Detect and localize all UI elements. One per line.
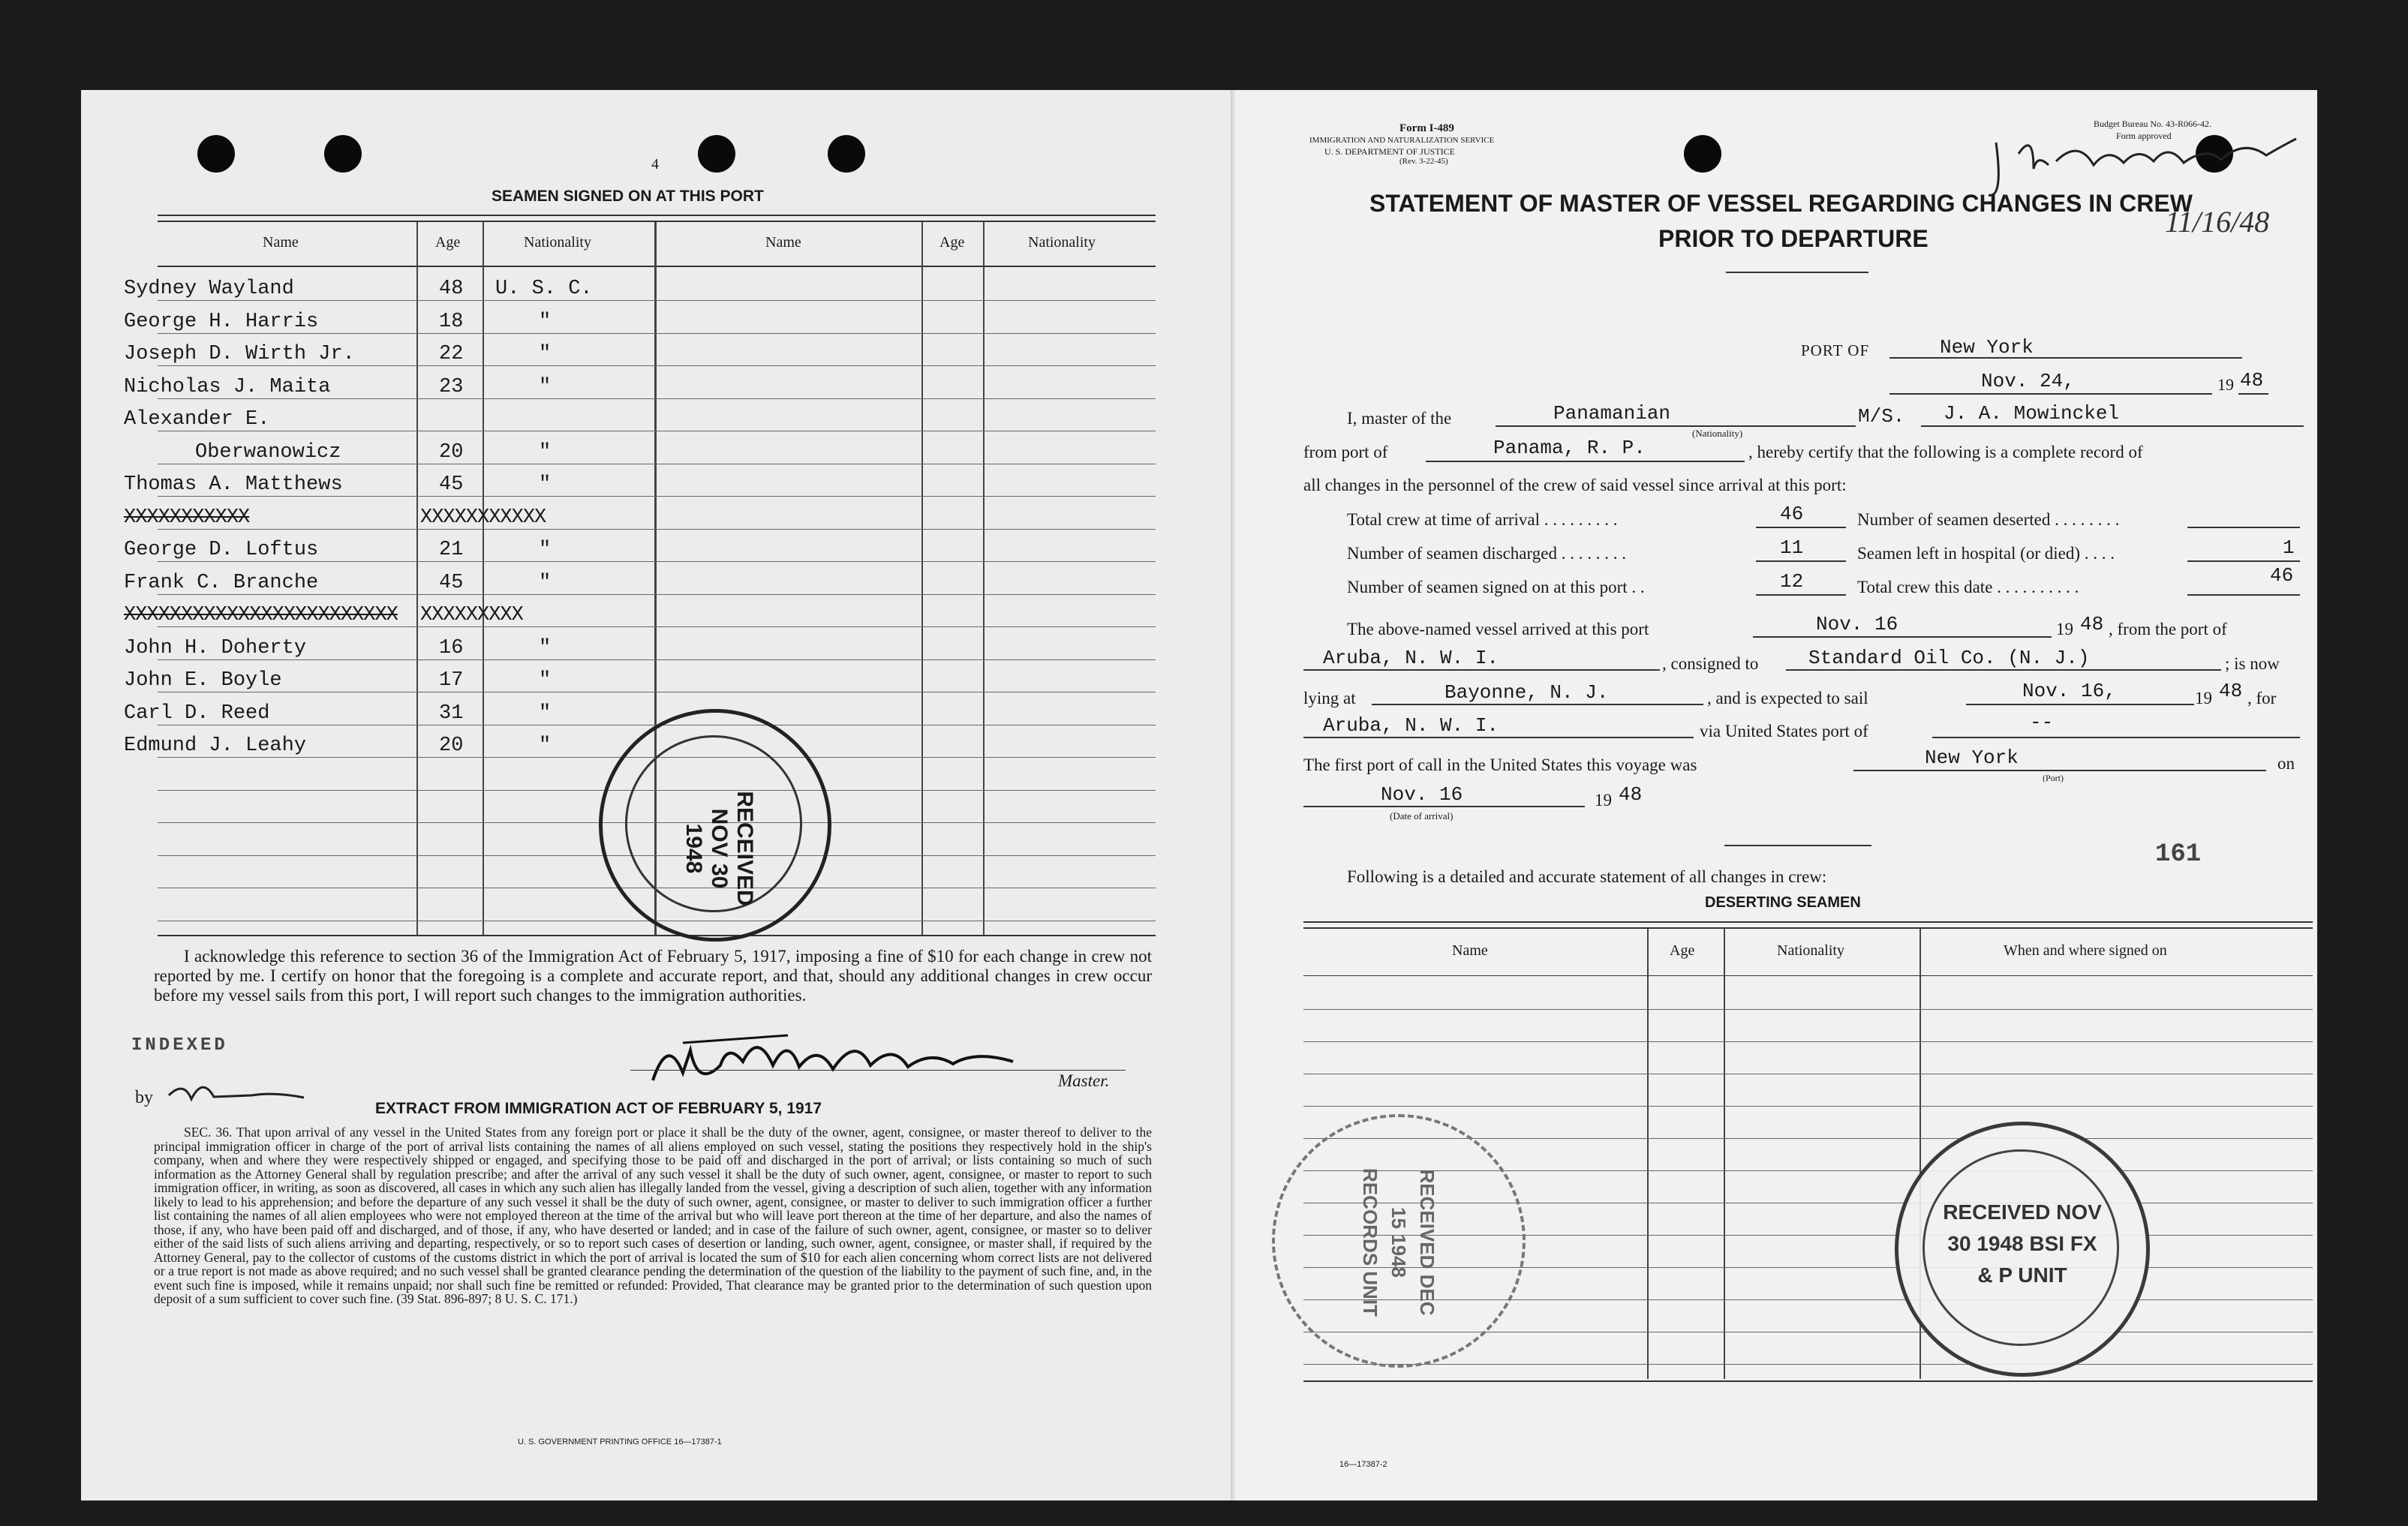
table-row-line: [158, 300, 1156, 301]
seaman-nationality: ": [539, 571, 552, 594]
seaman-age: 31: [439, 701, 464, 725]
form-revision: (Rev. 3-22-45): [1399, 157, 1448, 166]
signed-on-label: Number of seamen signed on at this port . .: [1347, 578, 1645, 596]
hospital-value: 1: [2283, 536, 2295, 559]
reference-number: 161: [2155, 840, 2202, 869]
seaman-name: Nicholas J. Maita: [124, 375, 331, 398]
table-row-line: [158, 333, 1156, 334]
stamp-text: RECEIVED NOV 30 1948: [681, 791, 757, 906]
total-crew-arrival-label: Total crew at time of arrival . . . . . . . . .: [1347, 510, 1618, 529]
rule: [158, 935, 1156, 936]
via-port: --: [2030, 711, 2054, 734]
page-number: 4: [651, 156, 659, 173]
received-stamp-records: [1272, 1114, 1526, 1368]
seaman-age: 23: [439, 375, 464, 398]
received-stamp: [599, 709, 831, 942]
printing-office: U. S. GOVERNMENT PRINTING OFFICE 16—17387-1: [518, 1437, 722, 1446]
agency-line-1: IMMIGRATION AND NATURALIZATION SERVICE: [1309, 136, 1495, 145]
seaman-name: Frank C. Branche: [124, 571, 319, 594]
seaman-name: John E. Boyle: [124, 669, 282, 692]
desert-row-line: [1303, 1364, 2313, 1365]
initials-signature: [161, 1073, 341, 1110]
first-port-date: Nov. 16: [1381, 783, 1463, 806]
rule: [158, 215, 1156, 216]
seaman-name: Edmund J. Leahy: [124, 734, 307, 757]
indexed-by-label: by: [135, 1088, 153, 1107]
desert-col-name: Name: [1452, 942, 1488, 959]
table-row-line: [158, 626, 1156, 627]
date-value: Nov. 24,: [1981, 370, 2075, 392]
table-row-line: [158, 561, 1156, 562]
first-port-year: 48: [1619, 783, 1643, 806]
extract-title: EXTRACT FROM IMMIGRATION ACT OF FEBRUARY 5, 1917: [375, 1100, 822, 1117]
seaman-nationality: ": [539, 636, 552, 659]
master-of-the-label: I, master of the: [1347, 409, 1452, 428]
first-port-line: [1853, 747, 2266, 771]
seaman-name: Oberwanowicz: [195, 440, 341, 464]
seaman-nationality: ": [539, 375, 552, 398]
seaman-nationality: ": [539, 310, 552, 333]
master-label: Master.: [1058, 1071, 1110, 1090]
form-title-line-2: PRIOR TO DEPARTURE: [1658, 225, 1929, 252]
seaman-name: Joseph D. Wirth Jr.: [124, 343, 355, 365]
punch-hole: [698, 135, 735, 173]
table-row-line: [158, 529, 1156, 530]
section-title: SEAMEN SIGNED ON AT THIS PORT: [492, 188, 764, 205]
consignee: Standard Oil Co. (N. J.): [1808, 647, 2090, 669]
handwritten-date: 11/16/48: [2165, 205, 2270, 239]
first-port-value: New York: [1925, 746, 2019, 769]
col-header-name-2: Name: [765, 234, 801, 251]
discharged-value: 11: [1780, 536, 1804, 559]
column-divider: [416, 222, 418, 935]
rule: [1724, 845, 1871, 846]
port-value: New York: [1940, 336, 2034, 359]
rule: [158, 221, 1156, 222]
total-crew-date-label: Total crew this date . . . . . . . . . .: [1857, 578, 2079, 596]
rule: [1303, 1380, 2313, 1382]
first-port-label: The first port of call in the United States this voyage was: [1303, 755, 1697, 774]
origin-port: Aruba, N. W. I.: [1323, 647, 1499, 669]
signature-line: [630, 1070, 1126, 1071]
printing-code: 16—17387-2: [1339, 1460, 1387, 1469]
nationality-line: [1496, 403, 1856, 427]
date-caption: (Date of arrival): [1390, 810, 1454, 822]
desert-col-nationality: Nationality: [1777, 942, 1844, 959]
form-number: Form I-489: [1399, 122, 1454, 134]
seaman-age: 20: [439, 734, 464, 757]
desert-row-line: [1303, 1041, 2313, 1042]
on-label: on: [2277, 754, 2295, 773]
desert-col-when-where: When and where signed on: [2004, 942, 2167, 959]
via-line: [1932, 714, 2300, 738]
table-row-line: [158, 594, 1156, 595]
column-divider: [983, 222, 985, 935]
title-rule: [1726, 272, 1868, 273]
hospital-label: Seamen left in hospital (or died) . . . .: [1857, 544, 2115, 563]
vessel-type: M/S.: [1858, 405, 1905, 428]
total-crew-date-value: 46: [2270, 564, 2294, 587]
rule: [1303, 921, 2313, 923]
lying-at-label: lying at: [1303, 689, 1356, 707]
form-title-line-1: STATEMENT OF MASTER OF VESSEL REGARDING CHANGES IN CREW: [1369, 190, 2193, 217]
nationality-value: Panamanian: [1553, 402, 1671, 425]
deserted-label: Number of seamen deserted . . . . . . . .: [1857, 510, 2120, 529]
column-divider: [1647, 929, 1649, 1379]
arrived-line: [1753, 614, 2052, 638]
punch-hole: [197, 135, 235, 173]
seaman-nationality: ": [539, 701, 552, 725]
via-label: via United States port of: [1700, 722, 1868, 740]
desert-row-line: [1303, 1009, 2313, 1010]
stat-line: [2187, 504, 2300, 528]
rule: [1303, 927, 2313, 929]
consigned-label: , consigned to: [1662, 654, 1759, 673]
desert-row-line: [1303, 1106, 2313, 1107]
indexed-stamp: INDEXED: [131, 1035, 228, 1056]
punch-hole: [1684, 135, 1721, 173]
punch-hole: [324, 135, 362, 173]
expected-label: , and is expected to sail: [1707, 689, 1868, 707]
following-text: Following is a detailed and accurate statement of all changes in crew:: [1347, 867, 1827, 886]
seaman-age: 21: [439, 539, 464, 561]
seaman-age: 16: [439, 636, 464, 659]
year-value: 48: [2240, 369, 2264, 392]
seaman-age: 45: [439, 473, 464, 496]
seaman-age: 20: [439, 440, 464, 464]
col-header-nationality-2: Nationality: [1028, 234, 1096, 251]
seaman-name: Thomas A. Matthews: [124, 473, 343, 496]
sail-date: Nov. 16,: [2022, 680, 2116, 702]
table-row-line: [158, 398, 1156, 399]
seaman-age: 48: [439, 278, 464, 300]
total-crew-arrival-value: 46: [1780, 503, 1804, 525]
acknowledgement-text: I acknowledge this reference to section 36 of the Immigration Act of February 5, 1917, imposing a fine of $10 for each change in crew not reported by me. I certify on honor that the foregoing is a complete and accurate report, and that, should any additional changes in crew occur before my vessel sails from this port, I will report such changes to the immigration authorities.: [154, 947, 1152, 1005]
seaman-age: 45: [439, 571, 464, 594]
year-line: [2238, 371, 2268, 395]
seaman-age: 17: [439, 669, 464, 692]
seaman-nationality: ": [539, 343, 552, 365]
seaman-nationality: ": [539, 539, 552, 561]
seaman-name: George D. Loftus: [124, 539, 319, 561]
seaman-name: Alexander E.: [124, 408, 270, 431]
seaman-name: Carl D. Reed: [124, 701, 270, 725]
desert-col-age: Age: [1670, 942, 1695, 959]
column-divider: [483, 222, 484, 935]
vessel-name: J. A. Mowinckel: [1944, 402, 2120, 425]
seaman-nationality: U. S. C.: [495, 278, 593, 300]
seaman-nationality: ": [539, 440, 552, 464]
arrived-label: The above-named vessel arrived at this port: [1347, 620, 1649, 638]
seaman-name: Sydney Wayland: [124, 278, 294, 300]
from-port-value: Panama, R. P.: [1493, 437, 1646, 459]
is-now-label: ; is now: [2225, 654, 2280, 673]
form-approved: Form approved: [2116, 131, 2172, 141]
rule: [158, 266, 1156, 267]
agency-line-2: U. S. DEPARTMENT OF JUSTICE: [1324, 146, 1455, 157]
deserting-seamen-title: DESERTING SEAMEN: [1705, 894, 1861, 911]
master-signature: [638, 1020, 1058, 1103]
seaman-nationality: ": [539, 669, 552, 692]
lying-at-value: Bayonne, N. J.: [1444, 681, 1609, 704]
sail-year: 48: [2219, 680, 2243, 702]
seaman-name: George H. Harris: [124, 310, 319, 333]
seaman-name: John H. Doherty: [124, 636, 307, 659]
col-header-name: Name: [263, 234, 299, 251]
from-the-port-label: , from the port of: [2109, 620, 2227, 638]
port-caption: (Port): [2043, 773, 2064, 783]
seaman-name: XXXXXXXXXXX: [124, 506, 250, 529]
arrived-year: 48: [2080, 613, 2104, 635]
seaman-age: XXXXXXXXX: [420, 604, 523, 626]
table-row-line: [158, 365, 1156, 366]
budget-bureau: Budget Bureau No. 43-R066-42.: [2094, 119, 2211, 129]
signed-on-value: 12: [1780, 570, 1804, 593]
for-label: , for: [2247, 689, 2277, 707]
nationality-caption: (Nationality): [1692, 428, 1743, 439]
year-prefix: 19: [2217, 375, 2234, 394]
seaman-age: XXXXXXXXXXX: [420, 506, 546, 529]
seaman-age: 18: [439, 310, 464, 333]
col-header-nationality: Nationality: [524, 234, 591, 251]
from-port-label: from port of: [1303, 443, 1388, 461]
port-of-label: PORT OF: [1801, 341, 1870, 359]
received-stamp-bsi: [1895, 1122, 2150, 1377]
seaman-nationality: ": [539, 473, 552, 496]
table-row-line: [158, 659, 1156, 660]
seaman-name: XXXXXXXXXXXXXXXXXXXXXXXX: [124, 604, 398, 626]
rule: [1303, 975, 2313, 976]
extract-text: SEC. 36. That upon arrival of any vessel in the United States from any foreign port or place it shall be the duty of the owner, agent, consignee, or master thereof to deliver to the principal immigration officer in charge of the port of arrival lists containing the names of all aliens employed on such vessel, stating the positions they respectively hold in the ship's company, when and where they were respectively shipped or engaged, and specifying those to be paid off and discharged in the port of arrival; or lists containing so much of such information as the Attorney General shall by regulation prescribe; and after the arrival of any such vessel it shall be the duty of such owner, agent, consignee, or master to report to such immigration officer, in writing, as soon as discovered, all cases in which any such alien has illegally landed from the vessel, giving a description of such alien, together with any information likely to lead to his apprehension; and before the departure of any such vessel it shall be the duty of such owner, agent, consignee, or master to deliver to such immigration officer a further list containing the names of all alien employees who were not employed thereon at the time of the arrival but who will leave port thereon at the time of her departure, and also the names of those, if any, who have been paid off and discharged, and of those, if any, who have deserted or landed; and in case of the failure of such owner, agent, consignee, or master so to deliver either of the said lists of such aliens arriving and departing, respectively, or so to report such cases of desertion or landing, such owner, agent, consignee, or master shall, if required by the Attorney General, pay to the collector of customs of the customs district in which the port of arrival is located the sum of $10 for each alien concerning whom correct lists are not delivered or a true report is not made as above required; and no such vessel shall be granted clearance pending the determination of the question of the liability to the payment of such fine, and, in the event such fine is imposed, while it remains unpaid; nor shall such fine be remitted or refunded: Provided, That clearance may be granted prior to the determination of such question upon deposit of a sum sufficient to cover such fine. (39 Stat. 896-897; 8 U. S. C. 171.): [154, 1125, 1152, 1306]
all-changes-text: all changes in the personnel of the crew of said vessel since arrival at this port:: [1303, 476, 1847, 494]
column-divider: [1724, 929, 1725, 1379]
seaman-age: 22: [439, 343, 464, 365]
seaman-nationality: ": [539, 734, 552, 757]
stamp-text-bsi: RECEIVED NOV 30 1948 BSI FX & P UNIT: [1943, 1200, 2102, 1287]
destination: Aruba, N. W. I.: [1323, 714, 1499, 737]
col-header-age: Age: [435, 234, 461, 251]
col-header-age-2: Age: [939, 234, 965, 251]
discharged-label: Number of seamen discharged . . . . . . . .: [1347, 544, 1626, 563]
column-divider: [921, 222, 923, 935]
certify-text: , hereby certify that the following is a complete record of: [1748, 443, 2143, 461]
punch-hole: [828, 135, 865, 173]
stamp-text-records: RECEIVED DEC 15 1948 RECORDS UNIT: [1359, 1168, 1438, 1317]
arrived-date: Nov. 16: [1816, 613, 1898, 635]
table-row-line: [158, 496, 1156, 497]
